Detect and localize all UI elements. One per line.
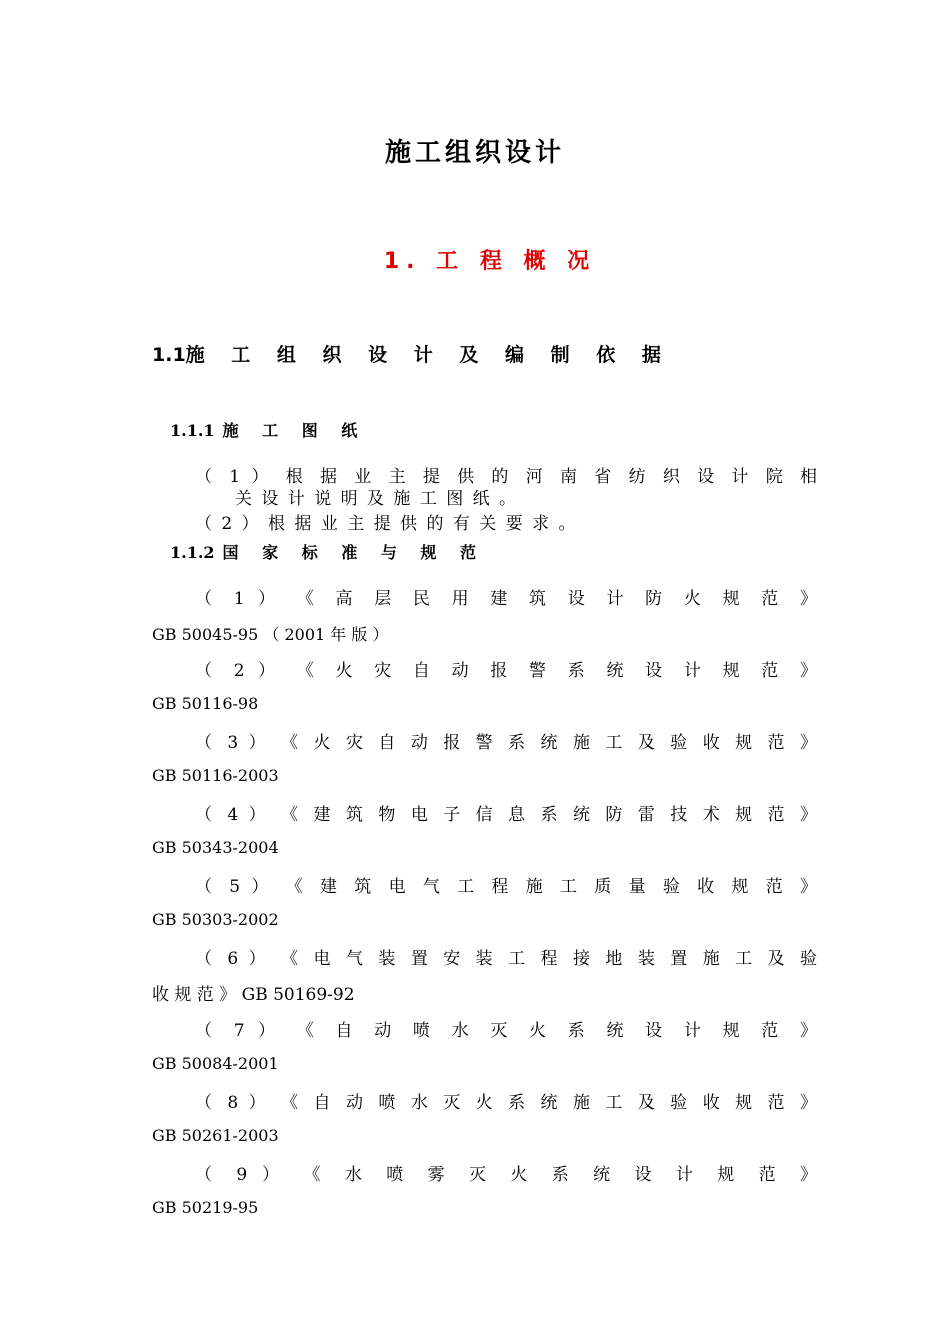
subsection-number: 1.1.2 [170,543,215,562]
standard-title: （ 3 ） 《 火 灾 自 动 报 警 系 统 施 工 及 验 收 规 范 》 [195,733,817,753]
subsection-number: 1.1.1 [170,421,215,440]
standard-code: GB 50343-2004 [152,838,279,857]
standard-code: 收 规 范 》 GB 50169-92 [152,985,355,1005]
standard-title: （ 2 ） 《 火 灾 自 动 报 警 系 统 设 计 规 范 》 [195,661,817,681]
standard-code: GB 50084-2001 [152,1054,279,1073]
standard-title: （ 1 ） 《 高 层 民 用 建 筑 设 计 防 火 规 范 》 [195,589,817,609]
standard-code: GB 50303-2002 [152,910,279,929]
standard-title: （ 4 ） 《 建 筑 物 电 子 信 息 系 统 防 雷 技 术 规 范 》 [195,805,817,825]
standard-title: （ 8 ） 《 自 动 喷 水 灭 火 系 统 施 工 及 验 收 规 范 》 [195,1093,817,1113]
subsection-title-text: 施 工 图 纸 [222,421,367,440]
drawing-item-1: （ 1 ） 根 据 业 主 提 供 的 河 南 省 纺 织 设 计 院 相 [195,467,817,487]
drawing-item-1-continuation: 关 设 计 说 明 及 施 工 图 纸 。 [235,489,519,509]
section-number: 1.1 [152,344,186,366]
standard-code: GB 50045-95 （ 2001 年 版 ） [152,625,389,644]
standard-title: （ 6 ） 《 电 气 装 置 安 装 工 程 接 地 装 置 施 工 及 验 [195,949,817,969]
document-title: 施工组织设计 [384,138,565,168]
standard-title: （ 9 ） 《 水 喷 雾 灭 火 系 统 设 计 规 范 》 [195,1165,817,1185]
standard-code: GB 50116-98 [152,694,259,713]
subsection-title-text: 国 家 标 准 与 规 范 [222,543,485,562]
section-title-text: 施 工 组 织 设 计 及 编 制 依 据 [185,344,671,366]
subsection-heading-standards [170,540,485,563]
standard-title: （ 5 ） 《 建 筑 电 气 工 程 施 工 质 量 验 收 规 范 》 [195,877,817,897]
standard-code: GB 50261-2003 [152,1126,279,1145]
chapter-title: 1. 工 程 概 况 [383,249,597,274]
standard-code: GB 50116-2003 [152,766,279,785]
section-heading [152,340,671,367]
standard-title: （ 7 ） 《 自 动 喷 水 灭 火 系 统 设 计 规 范 》 [195,1021,817,1041]
drawing-item-2: （ 2 ） 根 据 业 主 提 供 的 有 关 要 求 。 [195,514,578,534]
subsection-heading-drawings [170,418,366,441]
standard-code: GB 50219-95 [152,1198,259,1217]
